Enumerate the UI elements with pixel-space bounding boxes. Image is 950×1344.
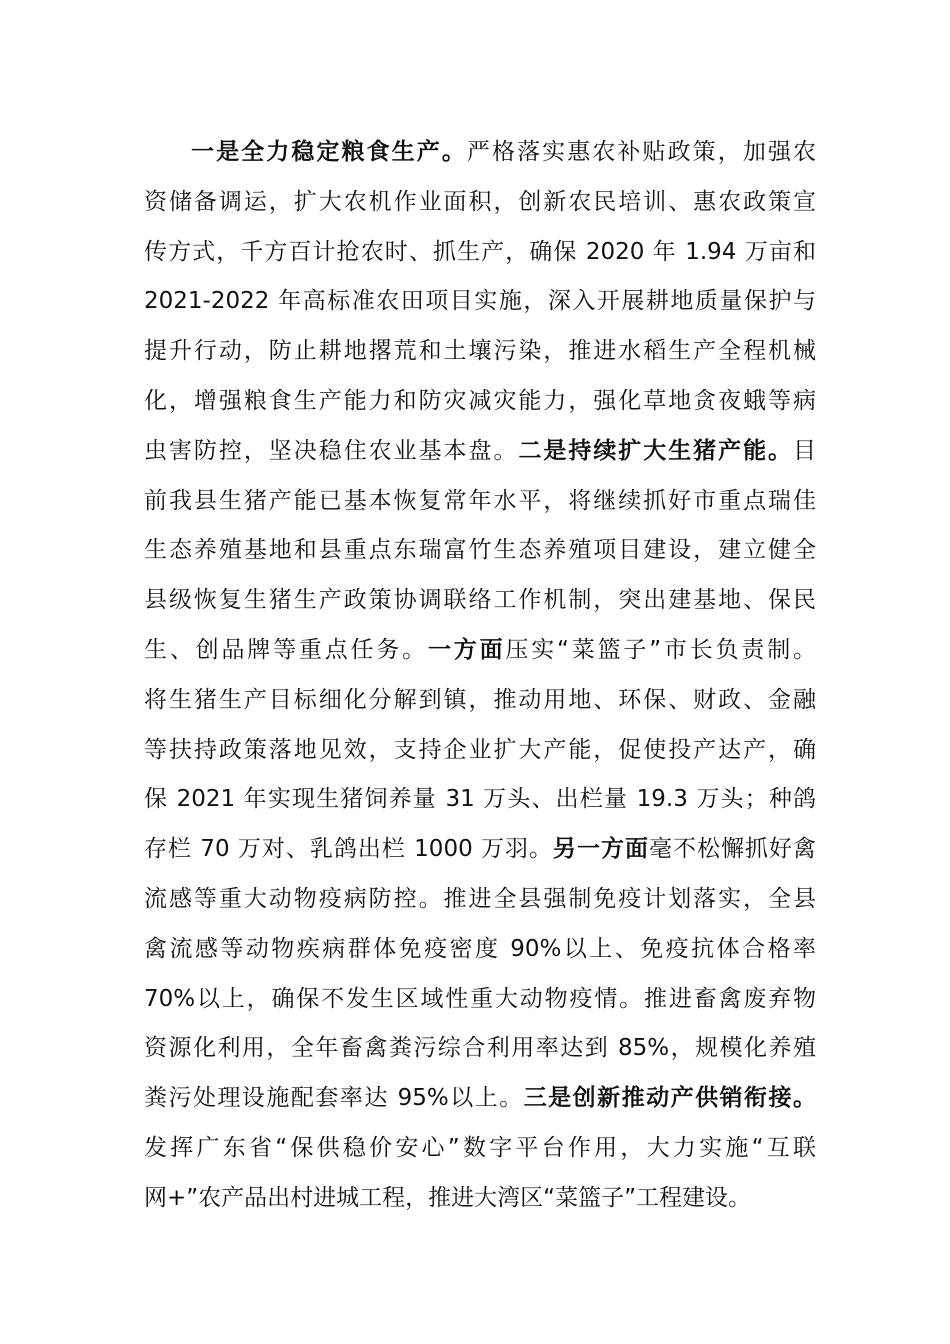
- line-text: 生、创品牌等重点任务。: [144, 636, 428, 663]
- text-line: [144, 775, 816, 825]
- line-text: 流感等重大动物疫病防控。推进全县强制免疫计划落实，全县: [144, 885, 816, 912]
- text-line: [144, 1124, 816, 1174]
- text-line: [144, 377, 816, 427]
- bold-heading: 另一方面: [553, 836, 650, 863]
- line-text: 70%以上，确保不发生区域性重大动物疫情。推进畜禽废弃物: [144, 985, 816, 1012]
- text-line: [144, 1074, 816, 1124]
- line-text: 保 2021 年实现生猪饲养量 31 万头、出栏量 19.3 万头；种鸽: [144, 786, 816, 813]
- line-text: 资源化利用，全年畜禽粪污综合利用率达到 85%，规模化养殖: [144, 1035, 816, 1062]
- text-line: [144, 178, 816, 228]
- bold-heading: 二是持续扩大生猪产能。: [518, 437, 794, 464]
- bold-heading: 一方面: [427, 636, 506, 663]
- text-line: [144, 526, 816, 576]
- line-text: 2021-2022 年高标准农田项目实施，深入开展耕地质量保护与: [144, 288, 816, 315]
- text-line: [144, 228, 816, 278]
- line-text-tail: 毫不松懈抓好禽: [649, 836, 817, 863]
- line-text: 网+”农产品出村进城工程，推进大湾区“菜篮子”工程建设。: [144, 1184, 752, 1211]
- bold-heading: 三是创新推动产供销衔接。: [523, 1085, 817, 1112]
- line-text: 资储备调运，扩大农机作业面积，创新农民培训、惠农政策宣: [144, 188, 816, 215]
- line-text: 禽流感等动物疾病群体免疫密度 90%以上、免疫抗体合格率: [144, 935, 816, 962]
- text-line: [144, 128, 816, 178]
- text-line: [144, 427, 816, 477]
- line-text-tail: 目: [793, 437, 817, 464]
- line-text: 提升行动，防止耕地撂荒和土壤污染，推进水稻生产全程机械: [144, 338, 816, 365]
- line-text: 化，增强粮食生产能力和防灾减灾能力，强化草地贪夜蛾等病: [144, 387, 816, 414]
- line-text: 发挥广东省“保供稳价安心”数字平台作用，大力实施“互联: [144, 1134, 816, 1161]
- body-paragraph: [144, 128, 816, 1224]
- text-line: [144, 1024, 816, 1074]
- text-line: [144, 726, 816, 776]
- text-line: [144, 975, 816, 1025]
- text-line: [144, 925, 816, 975]
- line-text: 粪污处理设施配套率达 95%以上。: [144, 1085, 524, 1112]
- text-line: [144, 875, 816, 925]
- line-text: 县级恢复生猪生产政策协调联络工作机制，突出建基地、保民: [144, 587, 816, 614]
- text-line: [144, 626, 816, 676]
- line-text: 存栏 70 万对、乳鸽出栏 1000 万羽。: [144, 836, 554, 863]
- line-text: 将生猪生产目标细化分解到镇，推动用地、环保、财政、金融: [144, 686, 816, 713]
- bold-heading: 一是全力稳定粮食生产。: [191, 139, 467, 165]
- text-line: [144, 1174, 816, 1224]
- line-text: 生态养殖基地和县重点东瑞富竹生态养殖项目建设，建立健全: [144, 537, 816, 564]
- line-text: 传方式，千方百计抢农时、抓生产，确保 2020 年 1.94 万亩和: [144, 238, 816, 265]
- line-text: 虫害防控，坚决稳住农业基本盘。: [144, 437, 519, 464]
- text-line: [144, 825, 816, 875]
- text-line: [144, 277, 816, 327]
- line-text: 前我县生猪产能已基本恢复常年水平，将继续抓好市重点瑞佳: [144, 487, 816, 514]
- line-text: 等扶持政策落地见效，支持企业扩大产能，促使投产达产，确: [144, 736, 816, 763]
- text-line: [144, 576, 816, 626]
- line-text: 严格落实惠农补贴政策，加强农: [466, 139, 817, 165]
- line-text-tail: 压实“菜篮子”市长负责制。: [505, 636, 817, 663]
- text-line: [144, 477, 816, 527]
- text-line: [144, 327, 816, 377]
- text-line: [144, 676, 816, 726]
